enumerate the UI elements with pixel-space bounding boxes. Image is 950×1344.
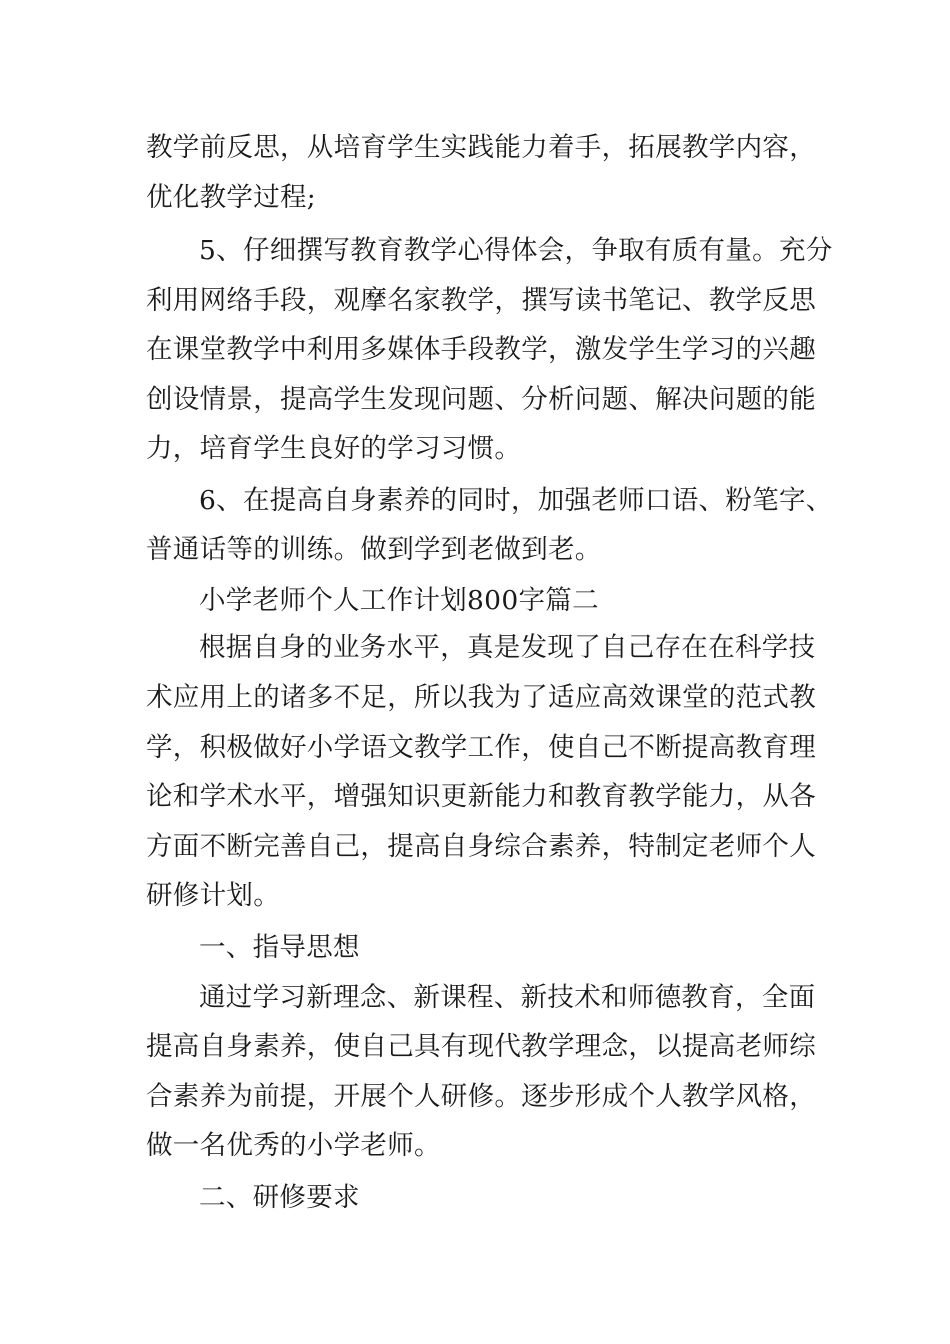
text-line: 5、仔细撰写教育教学心得体会，争取有质有量。充分 xyxy=(199,235,833,266)
text-line: 提高自身素养，使自己具有现代教学理念，以提高老师综 xyxy=(146,1031,816,1062)
text-line: 学，积极做好小学语文教学工作，使自己不断提高教育理 xyxy=(146,732,816,763)
text-line: 通过学习新理念、新课程、新技术和师德教育，全面 xyxy=(199,982,816,1013)
text-line: 方面不断完善自己，提高自身综合素养，特制定老师个人 xyxy=(146,831,816,862)
text-line: 合素养为前提，开展个人研修。逐步形成个人教学风格， xyxy=(146,1081,816,1112)
text-line: 创设情景，提高学生发现问题、分析问题、解决问题的能 xyxy=(146,384,816,415)
section-heading: 一、指导思想 xyxy=(199,932,360,963)
text-line: 力，培育学生良好的学习习惯。 xyxy=(146,433,522,464)
section-title: 小学老师个人工作计划800字篇二 xyxy=(199,585,599,616)
text-line: 教学前反思，从培育学生实践能力着手，拓展教学内容， xyxy=(146,132,816,163)
text-line: 普通话等的训练。做到学到老做到老。 xyxy=(146,534,602,565)
text-line: 利用网络手段，观摩名家教学，撰写读书笔记、教学反思 xyxy=(146,285,816,316)
text-line: 在课堂教学中利用多媒体手段教学，激发学生学习的兴趣 xyxy=(146,334,816,365)
text-line: 做一名优秀的小学老师。 xyxy=(146,1130,441,1161)
text-line: 根据自身的业务水平，真是发现了自己存在在科学技 xyxy=(199,632,816,663)
text-line: 优化教学过程; xyxy=(146,182,317,213)
text-line: 术应用上的诸多不足，所以我为了适应高效课堂的范式教 xyxy=(146,682,816,713)
text-line: 6、在提高自身素养的同时，加强老师口语、粉笔字、 xyxy=(199,485,833,516)
section-heading: 二、研修要求 xyxy=(199,1182,360,1213)
text-line: 论和学术水平，增强知识更新能力和教育教学能力，从各 xyxy=(146,781,816,812)
text-line: 研修计划。 xyxy=(146,880,280,911)
